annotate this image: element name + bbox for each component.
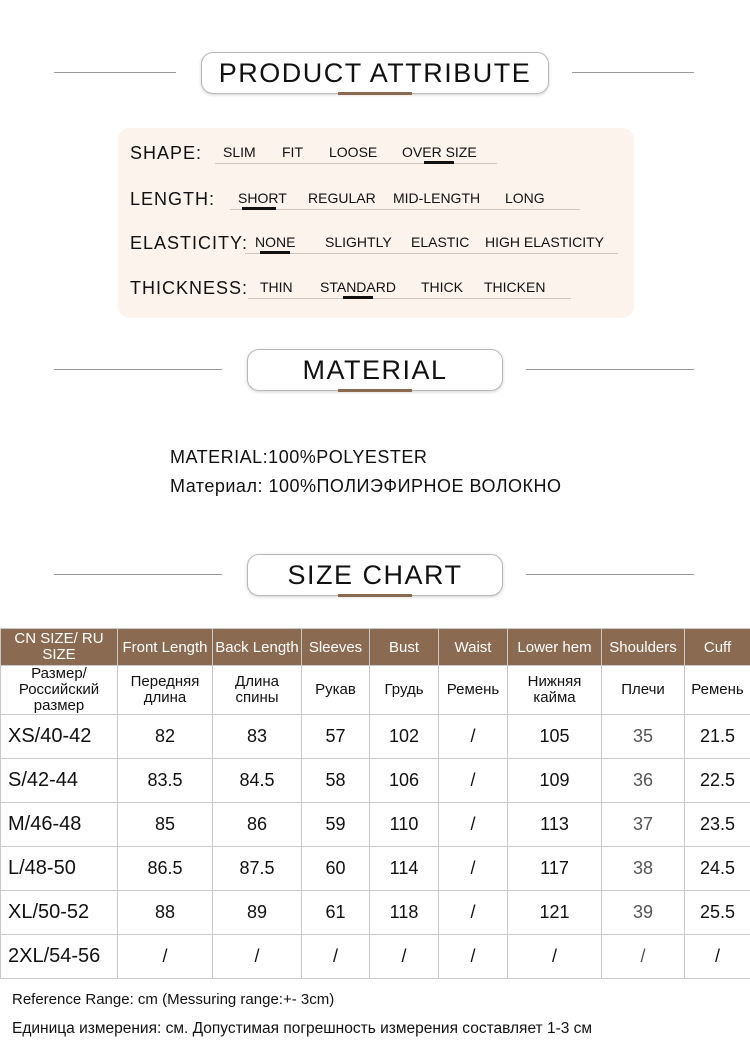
thickness-rule: [248, 298, 571, 299]
section-divider-right: [572, 72, 694, 73]
table-cell: /: [508, 935, 602, 979]
header-cell: Cuff: [685, 629, 750, 666]
header-ru-cell: Нижняя кайма: [508, 666, 602, 715]
reference-range-note-ru: Единица измерения: см. Допустимая погрешность измерения составляет 1-3 см: [12, 1020, 593, 1037]
elasticity-option-slightly: SLIGHTLY: [325, 234, 392, 250]
table-cell: 105: [508, 715, 602, 759]
header-cell: Shoulders: [602, 629, 685, 666]
product-attribute-heading: [201, 52, 549, 94]
shape-option-fit: FIT: [282, 144, 303, 160]
table-cell: /: [439, 935, 508, 979]
elasticity-selected-marker: [260, 251, 290, 254]
header-cell: Bust: [370, 629, 439, 666]
table-cell: 36: [602, 759, 685, 803]
heading-accent-underline: [338, 389, 412, 392]
header-ru-cell: Грудь: [370, 666, 439, 715]
table-cell: 121: [508, 891, 602, 935]
table-cell: 38: [602, 847, 685, 891]
section-divider-left: [54, 574, 222, 575]
thickness-label: THICKNESS:: [130, 278, 249, 298]
product-attribute-title: PRODUCT ATTRIBUTE: [218, 57, 532, 88]
size-chart-table: [0, 628, 750, 979]
header-cell: Waist: [439, 629, 508, 666]
table-cell: 113: [508, 803, 602, 847]
table-row: [1, 803, 750, 847]
table-cell: 110: [370, 803, 439, 847]
header-ru-cell: Размер/ Российский размер: [1, 666, 118, 715]
table-cell: 85: [118, 803, 213, 847]
table-cell: /: [602, 935, 685, 979]
table-header-row: [1, 629, 750, 666]
table-cell: /: [370, 935, 439, 979]
section-divider-left: [54, 72, 176, 73]
table-cell: 24.5: [685, 847, 750, 891]
thickness-option-standard: STANDARD: [320, 279, 396, 295]
table-cell: 61: [302, 891, 370, 935]
table-cell: 114: [370, 847, 439, 891]
table-cell: /: [439, 803, 508, 847]
table-cell: 84.5: [213, 759, 302, 803]
table-cell: 117: [508, 847, 602, 891]
material-russian: Материал: 100%ПОЛИЭФИРНОЕ ВОЛОКНО: [170, 476, 562, 496]
table-cell: 118: [370, 891, 439, 935]
table-cell: 25.5: [685, 891, 750, 935]
table-cell: 83.5: [118, 759, 213, 803]
material-title: MATERIAL: [302, 354, 448, 385]
heading-accent-underline: [338, 594, 412, 597]
table-cell: /: [439, 847, 508, 891]
table-cell: 88: [118, 891, 213, 935]
header-ru-cell: Длина спины: [213, 666, 302, 715]
size-cell: L/48-50: [1, 847, 118, 891]
table-cell: /: [439, 891, 508, 935]
table-row: [1, 891, 750, 935]
table-cell: 60: [302, 847, 370, 891]
size-chart-heading: [247, 554, 503, 596]
table-cell: 82: [118, 715, 213, 759]
table-cell: /: [685, 935, 750, 979]
size-cell: XS/40-42: [1, 715, 118, 759]
size-cell: S/42-44: [1, 759, 118, 803]
header-cell: Front Length: [118, 629, 213, 666]
size-cell: 2XL/54-56: [1, 935, 118, 979]
elasticity-option-none: NONE: [255, 234, 296, 250]
elasticity-option-high-elasticity: HIGH ELASTICITY: [485, 234, 605, 250]
table-cell: 23.5: [685, 803, 750, 847]
header-ru-cell: Ремень: [685, 666, 750, 715]
table-row: [1, 759, 750, 803]
table-header-ru-row: [1, 666, 750, 715]
table-cell: /: [439, 715, 508, 759]
table-cell: /: [302, 935, 370, 979]
heading-accent-underline: [338, 92, 412, 95]
shape-selected-marker: [424, 161, 454, 164]
table-cell: /: [118, 935, 213, 979]
shape-option-loose: LOOSE: [329, 144, 378, 160]
table-cell: 39: [602, 891, 685, 935]
table-cell: 22.5: [685, 759, 750, 803]
table-cell: 102: [370, 715, 439, 759]
thickness-option-thicken: THICKEN: [484, 279, 546, 295]
table-cell: 86.5: [118, 847, 213, 891]
header-cell: Sleeves: [302, 629, 370, 666]
thickness-option-thick: THICK: [421, 279, 463, 295]
table-cell: 89: [213, 891, 302, 935]
table-cell: 21.5: [685, 715, 750, 759]
shape-option-over-size: OVER SIZE: [402, 144, 477, 160]
elasticity-option-elastic: ELASTIC: [411, 234, 470, 250]
table-row: [1, 935, 750, 979]
header-ru-cell: Плечи: [602, 666, 685, 715]
size-cell: XL/50-52: [1, 891, 118, 935]
table-cell: 109: [508, 759, 602, 803]
table-cell: /: [213, 935, 302, 979]
header-ru-cell: Рукав: [302, 666, 370, 715]
thickness-option-thin: THIN: [260, 279, 293, 295]
table-cell: 58: [302, 759, 370, 803]
section-divider-right: [526, 369, 694, 370]
header-cell: Back Length: [213, 629, 302, 666]
length-option-regular: REGULAR: [308, 190, 376, 206]
table-cell: 106: [370, 759, 439, 803]
shape-option-slim: SLIM: [223, 144, 256, 160]
size-chart-title: SIZE CHART: [287, 559, 463, 590]
table-row: [1, 847, 750, 891]
reference-range-note: Reference Range: cm (Messuring range:+- 3cm): [12, 991, 335, 1008]
table-cell: 35: [602, 715, 685, 759]
length-rule: [230, 209, 580, 210]
section-divider-left: [54, 369, 222, 370]
shape-rule: [215, 163, 497, 164]
material-heading: [247, 349, 503, 391]
length-label: LENGTH:: [130, 189, 216, 209]
header-ru-cell: Ремень: [439, 666, 508, 715]
table-cell: 37: [602, 803, 685, 847]
table-row: [1, 715, 750, 759]
table-cell: 87.5: [213, 847, 302, 891]
length-option-short: SHORT: [238, 190, 287, 206]
shape-label: SHAPE:: [130, 143, 203, 163]
elasticity-rule: [245, 253, 618, 254]
table-cell: /: [439, 759, 508, 803]
length-option-mid-length: MID-LENGTH: [393, 190, 481, 206]
length-option-long: LONG: [505, 190, 545, 206]
table-cell: 83: [213, 715, 302, 759]
table-cell: 59: [302, 803, 370, 847]
table-cell: 57: [302, 715, 370, 759]
table-cell: 86: [213, 803, 302, 847]
elasticity-label: ELASTICITY:: [130, 233, 249, 253]
header-cell: Lower hem: [508, 629, 602, 666]
material-english: MATERIAL:100%POLYESTER: [170, 447, 428, 467]
thickness-selected-marker: [343, 296, 373, 299]
length-selected-marker: [242, 207, 276, 210]
header-cell: CN SIZE/ RU SIZE: [1, 629, 118, 666]
header-ru-cell: Передняя длина: [118, 666, 213, 715]
section-divider-right: [526, 574, 694, 575]
size-cell: M/46-48: [1, 803, 118, 847]
